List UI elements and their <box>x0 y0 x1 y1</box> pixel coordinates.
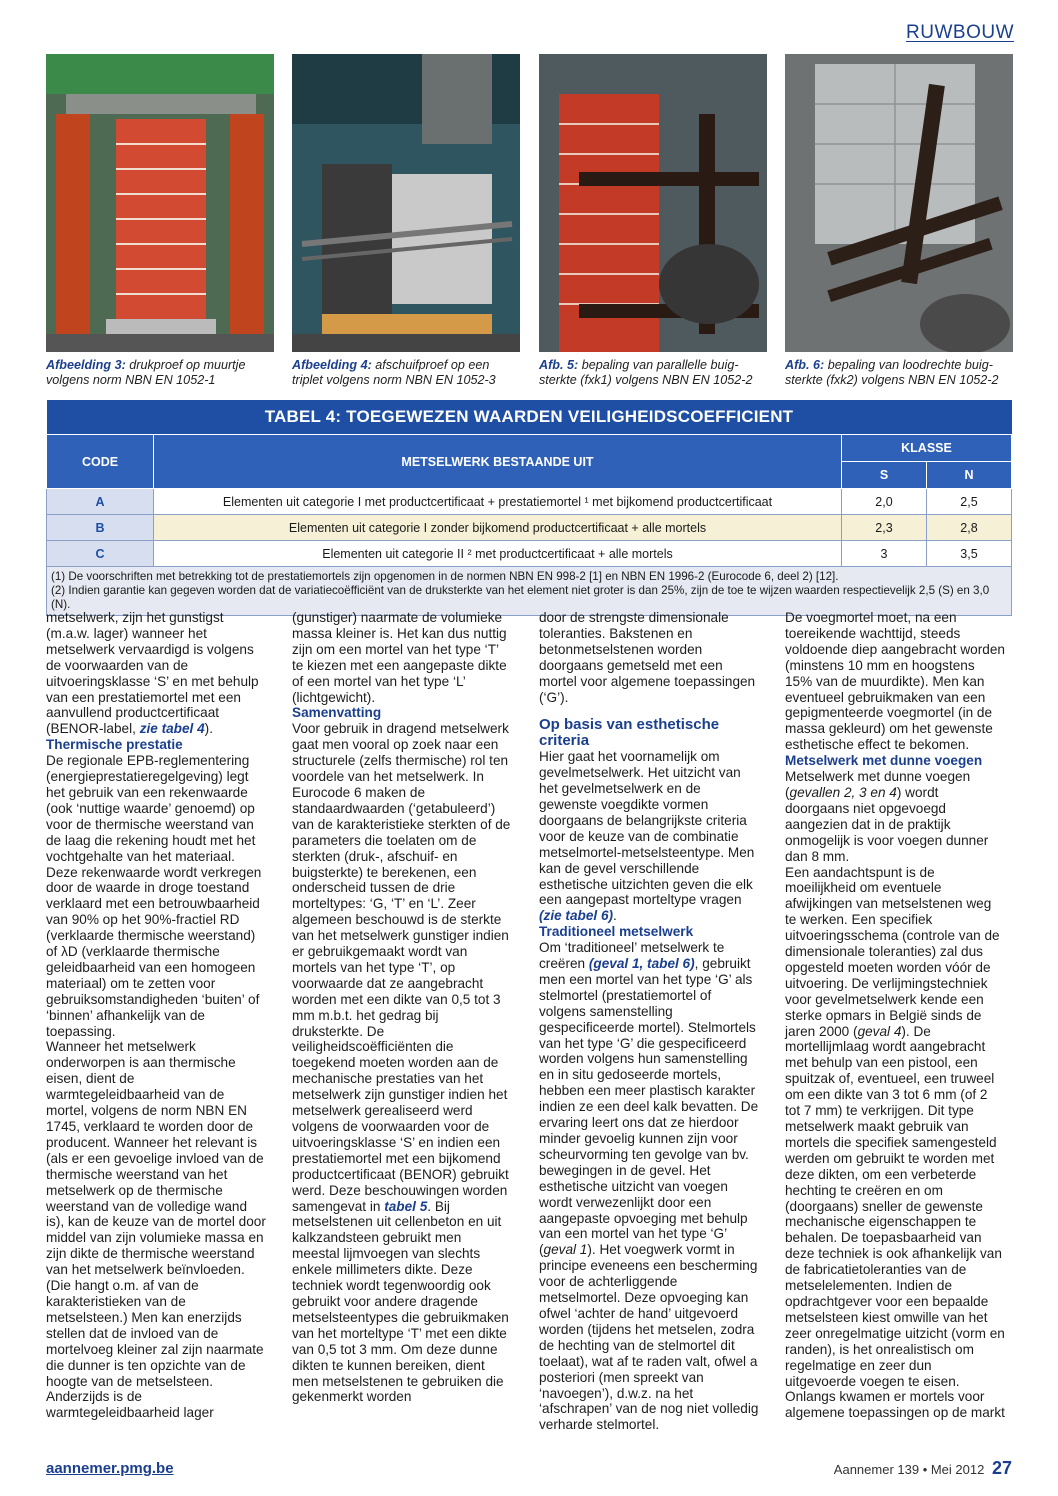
paragraph: De voegmortel moet, na een toereikende wachttijd, steeds voldoende diep aangebracht worden (minstens 10 mm en hoogstens 15% van de muurdikte). Men kan eventueel gebruikmaken van een gepigmenteerde voegmortel (in de massa gekleurd) om het gewenste esthetische effect te bekomen. <box>785 610 1005 753</box>
text: Voor gebruik in dragend metselwerk gaat men vooral op zoek naar een structurele (zelfs thermische) rol ten voordele van het metselwerk. In Eurocode 6 maken de standaardwaarden (‘getabuleerd’) van de karakteristieke sterkten of de parameters die toelaten om de sterkten (druk-, afschuif- en buigsterkte) te berekenen, een onderscheid tussen de drie morteltypes: ‘G, ‘T’ en ‘L’. Zeer algemeen beschouwd is de sterkte van het metselwerk gunstiger indien er gebruikgemaakt wordt van mortels van het type ‘T’, op voorwaarde dat ze aangebracht worden met een dikte van 0,5 tot 3 mm m.b.t. het gedrag bij druksterkte. De veiligheidscoëfficiënten die toegekend moeten worden aan de mechanische prestaties van het metselwerk zijn gunstiger indien het metselwerk gerealiseerd werd volgens de voorwaarden voor de uitvoeringsklasse ‘S’ en indien een prestatiemortel met een bijkomend productcertificaat (BENOR) gebruikt werd. Deze beschouwingen worden samengevat in <box>292 721 511 1214</box>
paragraph <box>539 940 759 1433</box>
header-description: METSELWERK BESTAANDE UIT <box>154 435 842 489</box>
photo-perpendicular-bending <box>785 54 1013 352</box>
row-s: 3 <box>842 541 927 567</box>
photo-perpendicular-bending-image <box>785 54 1013 352</box>
row-s: 2,0 <box>842 489 927 515</box>
page-number: 27 <box>991 1458 1012 1478</box>
section-heading: Op basis van esthetische criteria <box>539 716 720 750</box>
table-title: TABEL 4: TOEGEWEZEN WAARDEN VEILIGHEIDSCOEFFICIENT <box>47 400 1012 435</box>
row-desc: Elementen uit categorie II ² met productcertificaat + alle mortels <box>154 541 842 567</box>
paragraph <box>785 769 1005 864</box>
table-reference: zie tabel 4 <box>139 721 205 737</box>
caption-figure-3 <box>46 358 276 388</box>
caption-label: Afb. 6: <box>785 358 825 372</box>
header-klasse: KLASSE <box>842 435 1012 462</box>
caption-label: Afbeelding 4: <box>292 358 372 372</box>
paragraph: door de strengste dimensionale toleranties. Bakstenen en betonmetselstenen worden doorgaans gemetseld met een mortel voor algemene toepassingen (‘G’). <box>539 610 756 705</box>
paragraph: Wanneer het metselwerk onderworpen is aan thermische eisen, dient de warmtegeleidbaarheid van de mortel, volgens de norm NBN EN 1745, verklaard te worden door de producent. Wanneer het relevant is (als er een gevoelige invloed van de thermische weerstand van het metselwerk op de thermische weerstand van de volledige wand is), kan de keuze van de mortel door middel van zijn volumieke massa en zijn dikte de thermische weerstand van het metselwerk beïnvloeden. (Die hangt o.m. af van de karakteristieken van de metselsteen.) Men kan enerzijds stellen dat de invloed van de mortelvoeg kleiner zal zijn naarmate die dunner is ten opzichte van de hoogte van de metselsteen. Anderzijds is de warmtegeleidbaarheid lager <box>46 1039 266 1421</box>
paragraph: (gunstiger) naarmate de volumieke massa kleiner is. Het kan dus nuttig zijn om een mortel van het type ‘T’ te kiezen met een aangepaste dikte of een mortel van het type ‘L’ (lichtgewicht). <box>292 610 507 705</box>
table-reference: (geval 1, tabel 6) <box>588 956 695 972</box>
text: . <box>613 908 617 924</box>
row-code: C <box>47 541 154 567</box>
text-column-2 <box>292 610 512 1405</box>
table-note-1: (1) De voorschriften met betrekking tot de prestatiemortels zijn opgenomen in de normen NBN EN 998-2 [1] en NBN EN 1996-2 (Eurocode 6, deel 2) [12]. <box>51 570 839 583</box>
header-s: S <box>842 462 927 489</box>
caption-text: afschuifproef op een triplet volgens norm NBN EN 1052-3 <box>292 358 496 387</box>
text-italic: gevallen 2, 3 en 4 <box>789 784 897 800</box>
photo-parallel-bending <box>539 54 767 352</box>
text-italic: geval 4 <box>857 1023 902 1039</box>
text: Hier gaat het voornamelijk om gevelmetselwerk. Het uitzicht van het gevelmetselwerk en de gewenste voegdikte vormen doorgaans de belangrijkste criteria voor de keuze van de combinatie metselmortel-metselsteentype. Men kan de gevel verschillende esthetische uitzichten geven die elk een aangepast morteltype vragen <box>539 749 755 908</box>
photo-shear-test-image <box>292 54 520 352</box>
subheading: Metselwerk met dunne voegen <box>785 753 983 769</box>
footer-site-link[interactable]: aannemer.pmg.be <box>46 1460 174 1477</box>
subheading: Thermische prestatie <box>46 737 183 753</box>
row-code: B <box>47 515 154 541</box>
text: Een aandachtspunt is de moeilijkheid om eventuele afwijkingen van metselstenen weg te werken. Een specifiek uitvoeringsschema (controle van de dimensionale toleranties) zal dus opgesteld moeten worden vóór de uitvoering. De verlijmingstechniek voor gevelmetselwerk kende een sterke opmars in België sinds de jaren 2000 ( <box>785 864 1000 1039</box>
paragraph <box>785 865 1005 1422</box>
text: ). Het voegwerk vormt in principe eveneens een bescherming voor de achterliggende metselmortel. Deze opvoeging kan ofwel ‘achter de hand’ uitgevoerd worden (tijdens het metselen, zodra de hechting van de stelmortel dit toelaat), wat af te raden valt, ofwel a posteriori (men spreekt van ‘navoegen’), d.w.z. na het ‘afschrapen’ van de nog niet volledig verharde stelmortel. <box>539 1242 759 1433</box>
table-row <box>47 515 1012 541</box>
table-reference: (zie tabel 6) <box>539 908 614 924</box>
header-n: N <box>927 462 1012 489</box>
caption-figure-6 <box>785 358 1015 388</box>
text-column-1 <box>46 610 266 1421</box>
row-desc: Elementen uit categorie I zonder bijkomend productcertificaat + alle mortels <box>154 515 842 541</box>
table-note-2: (2) Indien garantie kan gegeven worden dat de variatiecoëfficiënt van de druksterkte van het element niet groter is dan 25%, zijn de toe te wijzen waarden respectievelijk 2,5 (S) en 3,0 (N). <box>51 584 990 611</box>
table-safety-coefficient <box>46 400 1012 616</box>
paragraph <box>292 721 512 1405</box>
footer-issue <box>834 1458 1012 1479</box>
paragraph <box>539 749 759 924</box>
header-code: CODE <box>47 435 154 489</box>
row-n: 2,8 <box>927 515 1012 541</box>
caption-label: Afbeelding 3: <box>46 358 126 372</box>
caption-text: bepaling van loodrechte buig-sterkte (fxk2) volgens NBN EN 1052-2 <box>785 358 999 387</box>
row-code: A <box>47 489 154 515</box>
table-reference: tabel 5 <box>384 1198 428 1214</box>
caption-text: bepaling van parallelle buig-sterkte (fxk1) volgens NBN EN 1052-2 <box>539 358 753 387</box>
subheading: Traditioneel metselwerk <box>539 924 694 940</box>
text: ) wordt doorgaans niet opgevoegd aangezien dat in de praktijk onmogelijk is voor voegen dunner dan 8 mm. <box>785 784 989 864</box>
row-desc: Elementen uit categorie I met productcertificaat + prestatiemortel ¹ met bijkomend productcertificaat <box>154 489 842 515</box>
row-n: 3,5 <box>927 541 1012 567</box>
table-notes <box>47 567 1012 616</box>
text-italic: geval 1 <box>543 1242 588 1258</box>
text-column-4 <box>785 610 1005 1421</box>
footer-issue-text: Aannemer 139 • Mei 2012 <box>833 1462 985 1477</box>
photo-parallel-bending-image <box>539 54 767 352</box>
photo-compression-test <box>46 54 274 352</box>
text: metselwerk, zijn het gunstigst (m.a.w. lager) wanneer het metselwerk vervaardigd is volgens de voorwaarden van de uitvoeringsklasse ‘S’ en met behulp van een prestatiemortel met een aanvullend productcertificaat (BENOR-label, <box>46 610 259 737</box>
caption-text: drukproef op muurtje volgens norm NBN EN 1052-1 <box>46 358 246 387</box>
caption-label: Afb. 5: <box>539 358 579 372</box>
caption-figure-4 <box>292 358 522 388</box>
text: Metselwerk met dunne voegen ( <box>785 769 971 800</box>
paragraph <box>46 610 266 737</box>
section-tag: RUWBOUW <box>906 22 1014 43</box>
photo-shear-test <box>292 54 520 352</box>
text: , gebruikt men een mortel van het type ‘G’ als stelmortel (prestatiemortel of volgens samenstelling gespecificeerde mortel). Stelmortels van het type ‘G’ die gespecificeerd worden volgens hun samenstelling en in situ gedoseerde mortels, hebben een meer plastisch karakter indien ze een deel kalk bevatten. De ervaring leert ons dat ze hierdoor minder gevoelig kunnen zijn voor scheurvorming ten gevolge van bv. bewegingen in de gevel. Het esthetische uitzicht van voegen wordt verwezenlijkt door een aangepaste opvoeging met behulp van een mortel van het type ‘G’ ( <box>539 956 759 1258</box>
caption-figure-5 <box>539 358 769 388</box>
text: . Bij metselstenen uit cellenbeton en uit kalkzandsteen gebruikt men meestal lijmvoegen van slechts enkele millimeters dikte. Deze techniek wordt tegenwoordig ook gebruikt voor andere dragende metselsteentypes die gebruikmaken van het morteltype ‘T’ met een dikte van 0,5 tot 3 mm. Om deze dunne dikten te kunnen bereiken, dient men metselstenen te gebruiken die gekenmerkt worden <box>292 1198 509 1405</box>
photo-compression-test-image <box>46 54 274 352</box>
row-s: 2,3 <box>842 515 927 541</box>
subheading: Samenvatting <box>292 705 382 721</box>
table-row <box>47 541 1012 567</box>
text: Om ‘traditioneel’ metselwerk te creëren <box>539 940 725 972</box>
text: ). De mortellijmlaag wordt aangebracht met behulp van een pistool, een spuitzak of, eventueel, een truweel om een dikte van 3 tot 6 mm (of 2 tot 7 mm) te verkrijgen. Dit type metselwerk maakt gebruik van mortels die specifiek samengesteld werden om gebruikt te worden met deze dikten, om een verbeterde hechting te creëren en om (doorgaans) sneller de gewenste mechanische eigenschappen te behalen. De toepasbaarheid van deze techniek is ook afhankelijk van de fabricatietoleranties van de metselelementen. Indien de opdrachtgever voor een bepaalde metselsteen kiest omwille van het zeer onregelmatige uitzicht (vorm en randen), is het onrealistisch om regelmatige en zeer dun uitgevoerde voegen te eisen. Onlangs kwamen er mortels voor algemene toepassingen op de markt <box>785 1023 1005 1421</box>
table-row <box>47 489 1012 515</box>
text: ). <box>204 721 213 737</box>
row-n: 2,5 <box>927 489 1012 515</box>
paragraph: De regionale EPB-reglementering (energieprestatieregelgeving) legt het gebruik van een rekenwaarde (ook ‘nuttige waarde’ genoemd) op voor de thermische weerstand van de laag die rekening houdt met het vochtgehalte van het materiaal. Deze rekenwaarde wordt verkregen door de waarde in droge toestand verklaard met een betrouwbaarheid van 90% op het 90%-fractiel RD (verklaarde thermische weerstand) of λD (verklaarde thermische geleidbaarheid van een homogeen materiaal) om te zetten voor gebruiksomstandigheden ‘buiten’ of ‘binnen’ afhankelijk van de toepassing. <box>46 753 262 1039</box>
text-column-3 <box>539 610 759 1433</box>
